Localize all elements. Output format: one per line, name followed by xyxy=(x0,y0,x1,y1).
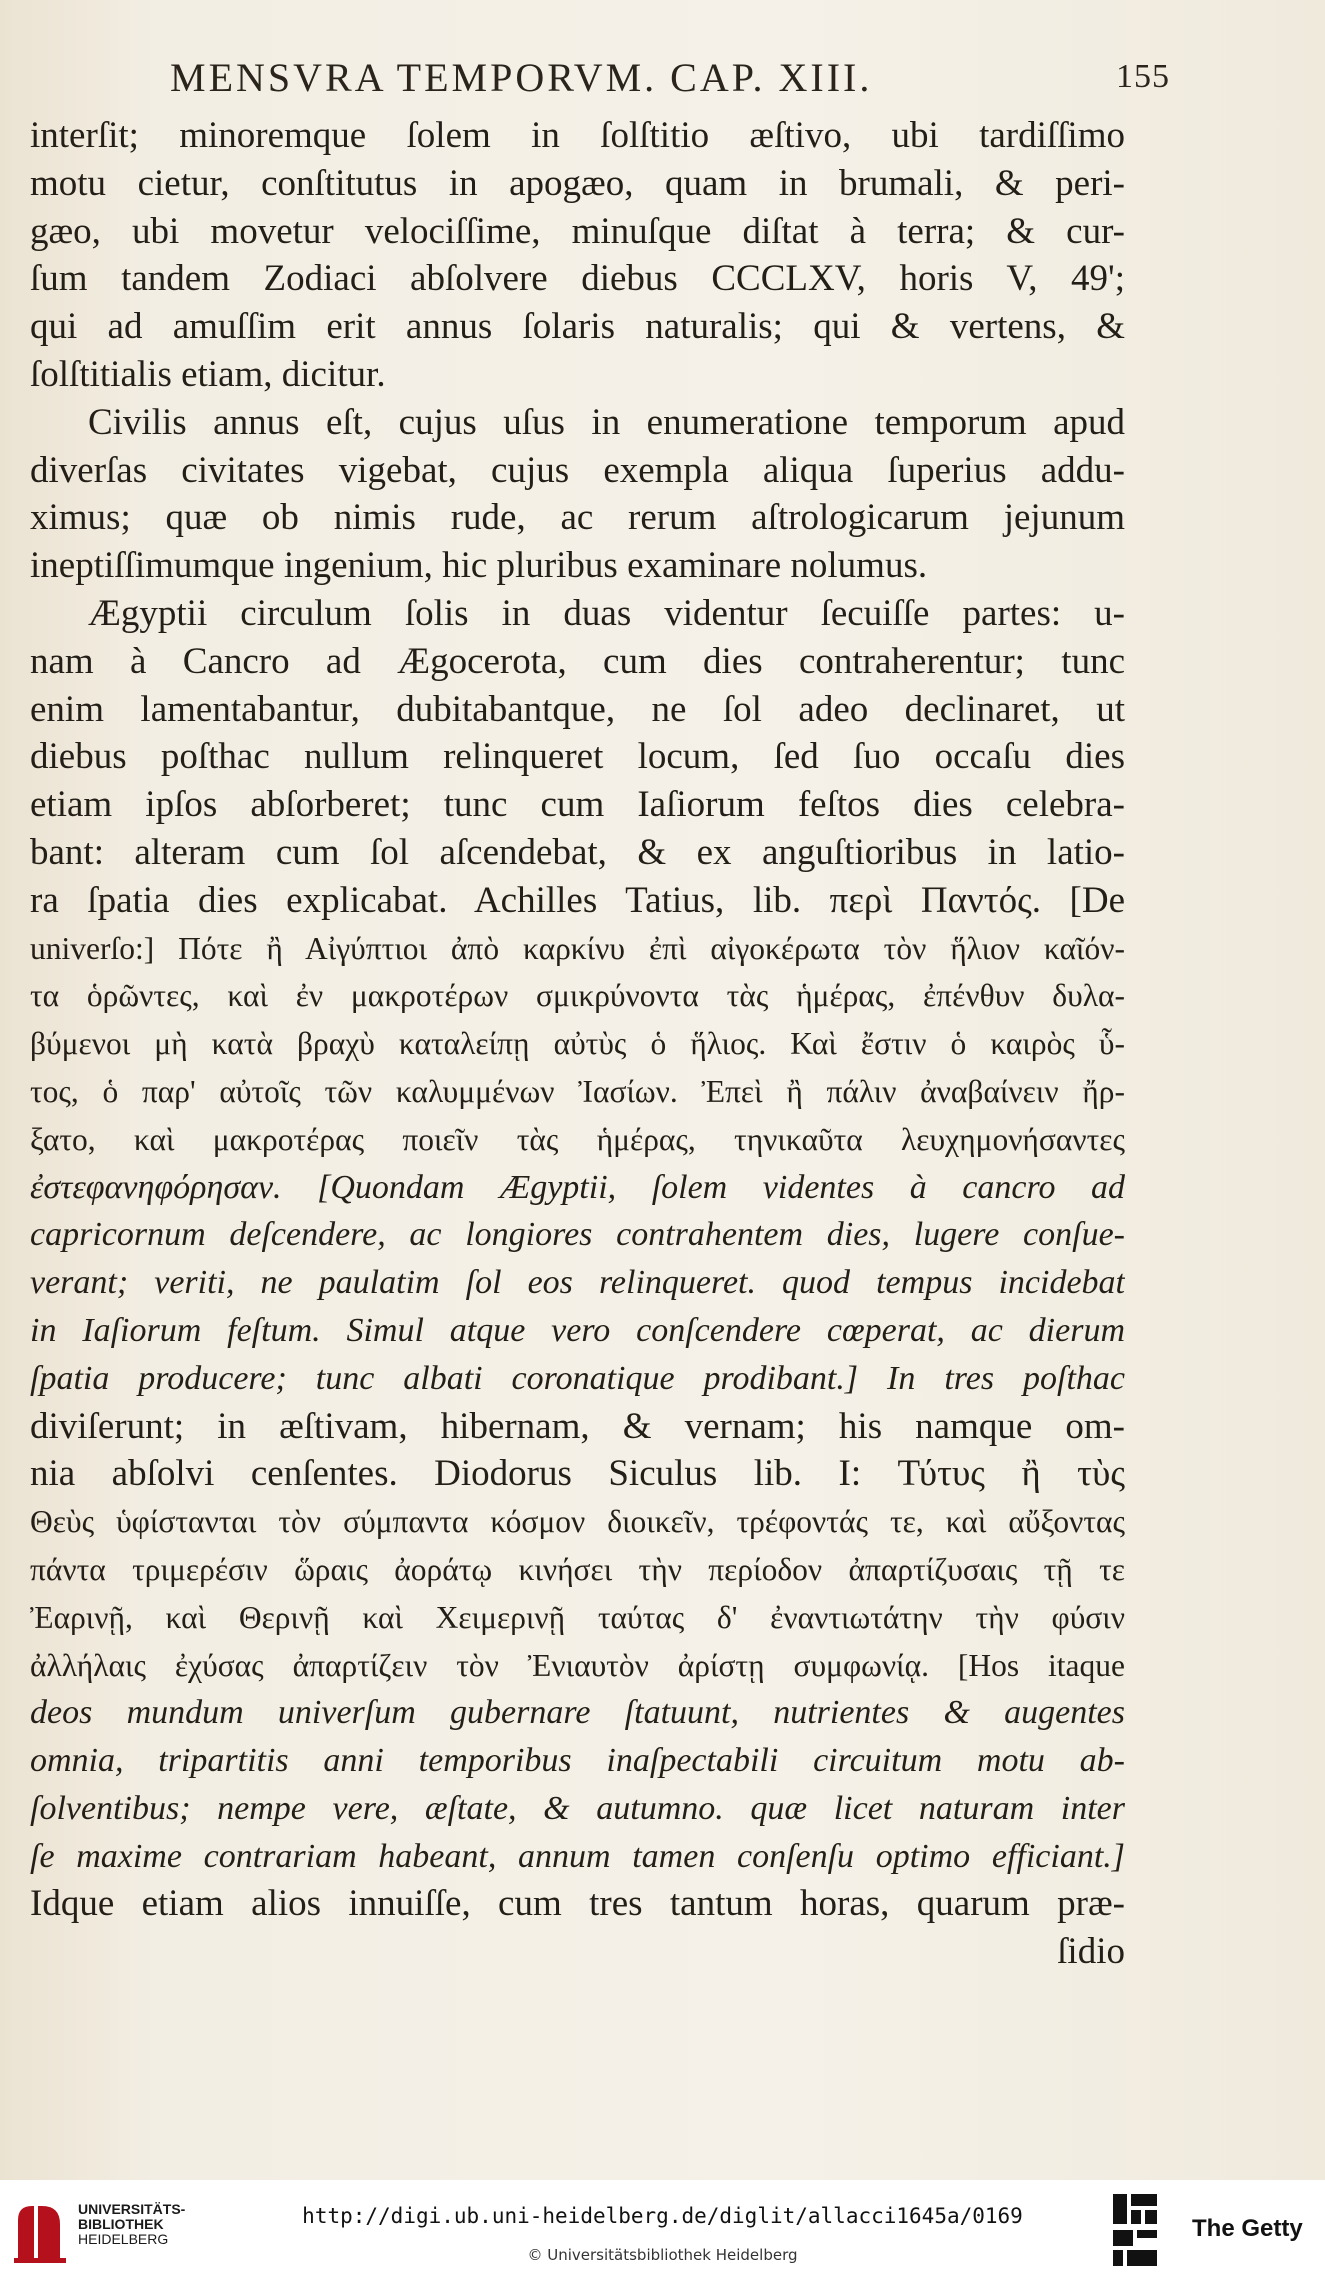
running-title: MENSVRA TEMPORVM. CAP. XIII. xyxy=(170,55,873,100)
greek-line: Θεὺς ὑφίστανται τὸν σύμπαντα κόσμον διοικεῖν, τρέφοντάς τε, καὶ αὔξοντας xyxy=(30,1504,1125,1540)
italic-line: ſolventibus; nempe vere, æſtate, & autumno. quæ licet naturam inter xyxy=(30,1789,1125,1827)
copyright-notice: © Universitätsbibliothek Heidelberg xyxy=(527,2246,798,2264)
italic-line: capricornum deſcendere, ac longiores contrahentem dies, lugere conſue- xyxy=(30,1216,1125,1254)
greek-line: ξατο, καὶ μακροτέρας ποιεῖν τὰς ἡμέρας, τηνικαῦτα λευχημονήσαντες xyxy=(30,1121,1125,1157)
greek-line: ἀλλήλαις ἐχύσας ἀπαρτίζειν τὸν Ἐνιαυτὸν ἀρίστῃ συμφωνίᾳ. [Hos itaque xyxy=(30,1647,1125,1683)
text-line: ſolſtitialis etiam, dicitur. xyxy=(30,353,386,395)
italic-line: verant; veriti, ne paulatim ſol eos relinqueret. quod tempus incidebat xyxy=(30,1264,1125,1302)
text-line: Idque etiam alios innuiſſe, cum tres tantum horas, quarum præ- xyxy=(30,1883,1125,1925)
italic-line: deos mundum univerſum gubernare ſtatuunt, nutrientes & augentes xyxy=(30,1694,1125,1732)
greek-line: πάντα τριμερέσιν ὥραις ἀοράτῳ κινήσει τὴν περίοδον ἀπαρτίζυσαις τῇ τε xyxy=(30,1551,1125,1587)
greek-line: τα ὁρῶντες, καὶ ἐν μακροτέρων σμικρύνοντα τὰς ἡμέρας, ἐπένθυν δυλα- xyxy=(30,978,1125,1014)
text-line: ſum tandem Zodiaci abſolvere diebus CCCLXV, horis V, 49'; xyxy=(30,258,1125,300)
greek-line: univerſo:] Πότε ἢ Αἰγύπτιοι ἀπὸ καρκίνυ ἐπὶ αἰγοκέρωτα τὸν ἥλιον καῖόν- xyxy=(30,930,1125,966)
text-line: interſit; minoremque ſolem in ſolſtitio æſtivo, ubi tardiſſimo xyxy=(30,115,1125,156)
italic-line: ἐστεφανηφόρησαν. [Quondam Ægyptii, ſolem videntes à cancro ad xyxy=(30,1168,1125,1206)
italic-line: omnia, tripartitis anni temporibus inaſpectabili circuitum motu ab- xyxy=(30,1742,1125,1780)
text-line: nam à Cancro ad Ægocerota, cum dies contraherentur; tunc xyxy=(30,640,1125,682)
text-line: ineptiſſimumque ingenium, hic pluribus examinare nolumus. xyxy=(30,545,928,587)
text-line: enim lamentabantur, dubitabantque, ne ſol adeo declinaret, ut xyxy=(30,688,1125,730)
text-line: ra ſpatia dies explicabat. Achilles Tatius, lib. περὶ Παντός. [De xyxy=(30,879,1125,921)
catchword: ſidio xyxy=(1057,1931,1125,1973)
page-number: 155 xyxy=(1116,58,1170,95)
greek-line: βύμενοι μὴ κατὰ βραχὺ καταλείπῃ αὐτὺς ὁ ἥλιος. Καὶ ἔστιν ὁ καιρὸς ὗ- xyxy=(30,1026,1125,1062)
text-line: diebus poſthac nullum relinqueret locum, ſed ſuo occaſu dies xyxy=(30,736,1125,778)
text-line: etiam ipſos abſorberet; tunc cum Iaſiorum feſtos dies celebra- xyxy=(30,784,1125,826)
text-line: gæo, ubi movetur velociſſime, minuſque diſtat à terra; & cur- xyxy=(30,210,1125,252)
text-line: Ægyptii circulum ſolis in duas videntur ſecuiſſe partes: u- xyxy=(88,592,1125,634)
text-line: qui ad amuſſim erit annus ſolaris naturalis; qui & vertens, & xyxy=(30,306,1125,348)
body-text xyxy=(30,112,1125,1976)
text-line: ximus; quæ ob nimis rude, ac rerum aſtrologicarum jejunum xyxy=(30,497,1125,539)
greek-line: τος, ὁ παρ' αὐτοῖς τῶν καλυμμένων Ἰασίων. Ἐπεὶ ἢ πάλιν ἀναβαίνειν ἤρ- xyxy=(30,1073,1125,1109)
text-line: motu cietur, conſtitutus in apogæo, quam in brumali, & peri- xyxy=(30,162,1125,204)
text-line: diviſerunt; in æſtivam, hibernam, & vernam; his namque om- xyxy=(30,1405,1125,1447)
text-line: bant: alteram cum ſol aſcendebat, & ex anguſtioribus in latio- xyxy=(30,831,1125,873)
text-line: diverſas civitates vigebat, cujus exempla aliqua ſuperius addu- xyxy=(30,449,1125,491)
running-header xyxy=(170,54,1170,101)
permalink-url[interactable]: http://digi.ub.uni-heidelberg.de/diglit/allacci1645a/0169 xyxy=(302,2204,1023,2228)
library-name: UNIVERSITÄTS- BIBLIOTHEK HEIDELBERG xyxy=(78,2201,186,2247)
greek-line: Ἐαρινῇ, καὶ Θερινῇ καὶ Χειμερινῇ ταύτας δ' ἐναντιωτάτην τὴν φύσιν xyxy=(30,1599,1125,1635)
getty-logo-icon xyxy=(1113,2194,1157,2266)
getty-name: The Getty xyxy=(1192,2215,1303,2242)
italic-line: ſpatia producere; tunc albati coronatique prodibant.] In tres poſthac xyxy=(30,1359,1125,1397)
viewer-footer xyxy=(0,2180,1325,2284)
text-line: Civilis annus eſt, cujus uſus in enumeratione temporum apud xyxy=(88,401,1125,443)
italic-line: in Iaſiorum feſtum. Simul atque vero conſcendere cœperat, ac dierum xyxy=(30,1311,1125,1349)
text-line: nia abſolvi cenſentes. Diodorus Siculus lib. I: Τύτυς ἢ τὺς xyxy=(30,1453,1125,1495)
italic-line: ſe maxime contrariam habeant, annum tamen conſenſu optimo efficiant.] xyxy=(30,1837,1125,1875)
